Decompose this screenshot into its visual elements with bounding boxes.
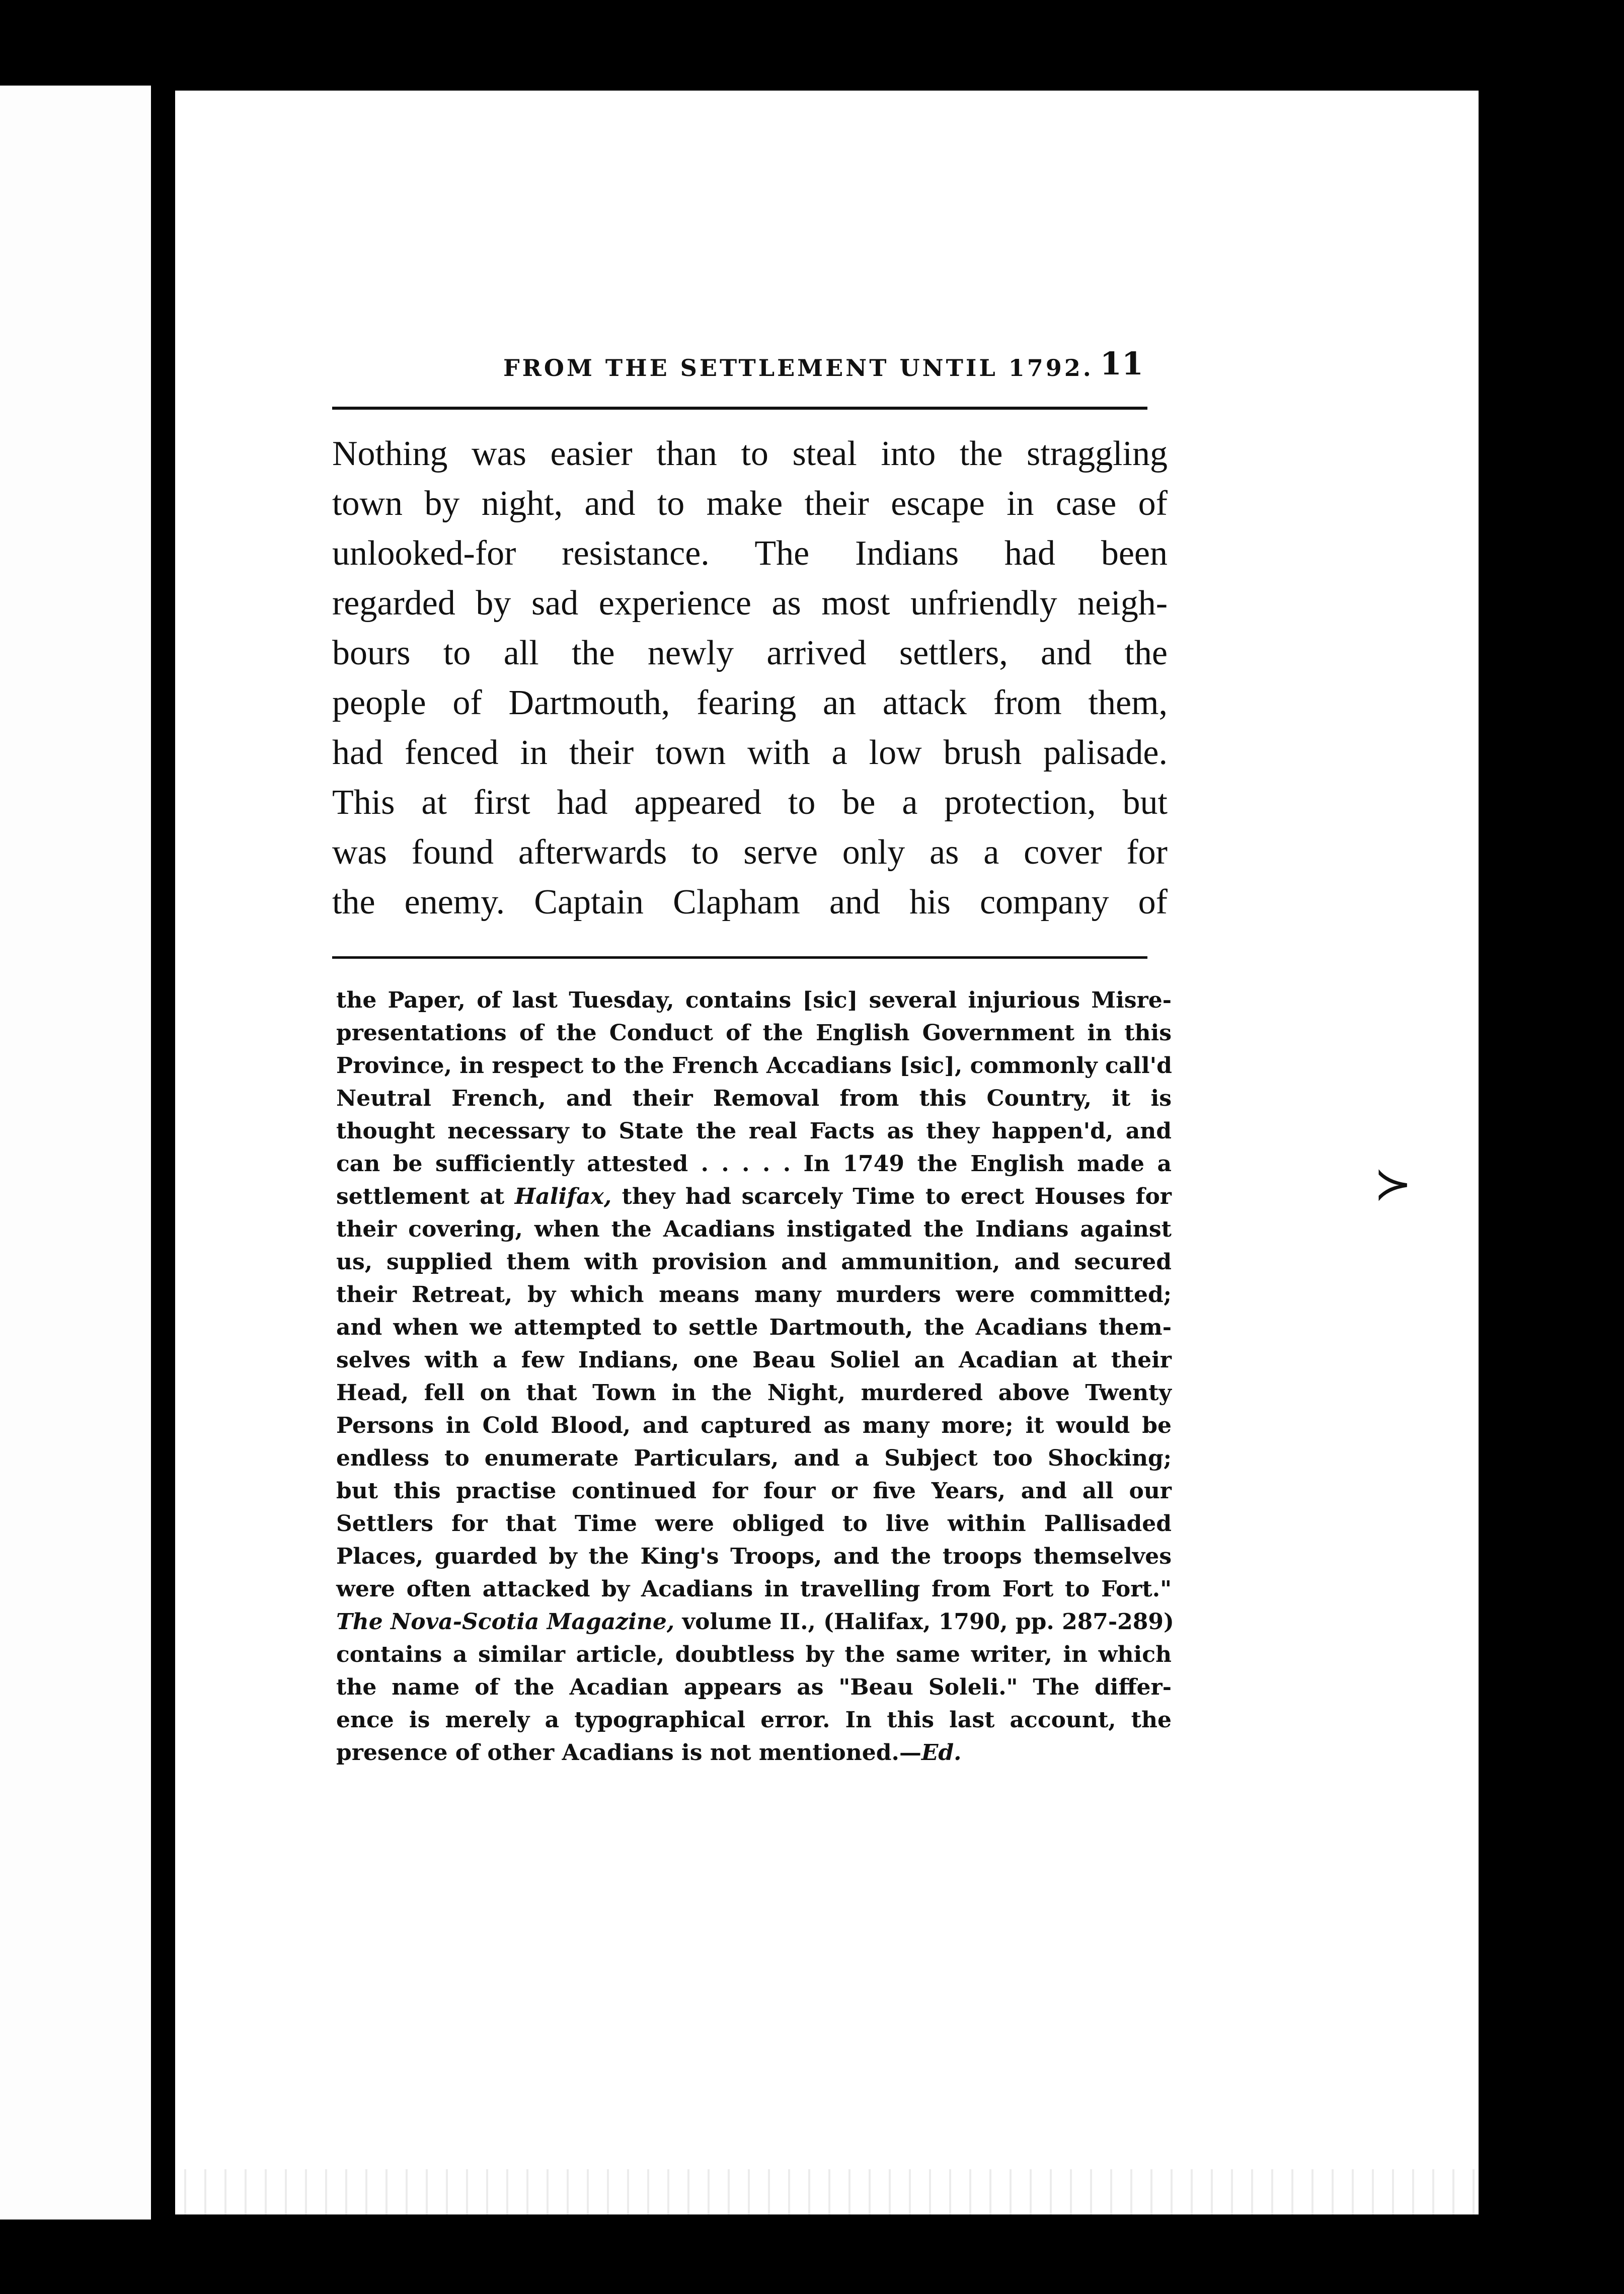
footnote-line <box>336 1605 1172 1638</box>
footnote-text: settlement at <box>336 1184 515 1209</box>
footnote-line: Province, in respect to the French Accadians [sic], commonly call'd <box>336 1053 1172 1079</box>
body-line: This at first had appeared to be a protection, but <box>332 783 1168 822</box>
footnote-line: Settlers for that Time were obliged to live within Pallisaded <box>336 1511 1172 1537</box>
running-head: FROM THE SETTLEMENT UNTIL 1792. <box>503 354 1094 381</box>
footnote <box>336 984 1172 1769</box>
footnote-line: Places, guarded by the King's Troops, and the troops themselves <box>336 1544 1172 1569</box>
footnote-text: presence of other Acadians is not mentioned.— <box>336 1740 921 1766</box>
footnote-line: Head, fell on that Town in the Night, murdered above Twenty <box>336 1380 1172 1406</box>
page-bottom-speckle <box>175 2169 1479 2214</box>
footnote-line: Persons in Cold Blood, and captured as many more; it would be <box>336 1413 1172 1438</box>
footnote-line: can be sufficiently attested . . . . . In 1749 the English made a <box>336 1151 1172 1177</box>
body-line: Nothing was easier than to steal into the straggling <box>332 434 1168 473</box>
footnote-line: and when we attempted to settle Dartmouth, the Acadians them- <box>336 1315 1172 1340</box>
footnote-line: us, supplied them with provision and ammunition, and secured <box>336 1249 1172 1275</box>
page-number: 11 <box>1100 345 1143 382</box>
body-line: town by night, and to make their escape in case of <box>332 484 1168 523</box>
editor-mark: Ed. <box>921 1740 962 1766</box>
header-rule <box>332 407 1147 410</box>
footnote-line: endless to enumerate Particulars, and a Subject too Shocking; <box>336 1445 1172 1471</box>
footnote-line: thought necessary to State the real Facts as they happen'd, and <box>336 1118 1172 1144</box>
footnote-text: volume II., (Halifax, 1790, pp. 287-289) <box>674 1609 1174 1635</box>
body-line: unlooked-for resistance. The Indians had been <box>332 534 1168 573</box>
footnote-rule <box>332 956 1147 959</box>
body-text <box>332 429 1168 927</box>
footnote-line: contains a similar article, doubtless by the same writer, in which <box>336 1642 1172 1667</box>
body-line: regarded by sad experience as most unfriendly neigh- <box>332 584 1168 623</box>
footnote-italic-title: The Nova-Scotia Magazine, <box>336 1609 675 1635</box>
footnote-line <box>336 1180 1172 1213</box>
body-line: people of Dartmouth, fearing an attack from them, <box>332 683 1168 722</box>
footnote-italic-place: Halifax, <box>514 1184 612 1209</box>
body-line: had fenced in their town with a low brush palisade. <box>332 733 1168 772</box>
footnote-line: selves with a few Indians, one Beau Soliel an Acadian at their <box>336 1347 1172 1373</box>
footnote-line: ence is merely a typographical error. In this last account, the <box>336 1707 1172 1733</box>
margin-mark: ≻ <box>1374 1158 1412 1210</box>
body-line: bours to all the newly arrived settlers, and the <box>332 634 1168 672</box>
page-header <box>332 342 1147 398</box>
footnote-line: were often attacked by Acadians in travelling from Fort to Fort." <box>336 1576 1172 1602</box>
facing-page-edge <box>0 86 151 2220</box>
footnote-line: presentations of the Conduct of the English Government in this <box>336 1020 1172 1046</box>
body-line: the enemy. Captain Clapham and his company of <box>332 883 1168 922</box>
footnote-line: their Retreat, by which means many murders were committed; <box>336 1282 1172 1308</box>
footnote-text: they had scarcely Time to erect Houses for <box>611 1184 1172 1209</box>
footnote-line: the Paper, of last Tuesday, contains [sic] several injurious Misre- <box>336 987 1172 1013</box>
footnote-line: the name of the Acadian appears as "Beau Soleli." The differ- <box>336 1674 1172 1700</box>
footnote-line: their covering, when the Acadians instigated the Indians against <box>336 1216 1172 1242</box>
footnote-line: Neutral French, and their Removal from this Country, it is <box>336 1086 1172 1111</box>
footnote-line <box>336 1736 1172 1769</box>
body-line: was found afterwards to serve only as a cover for <box>332 833 1168 872</box>
footnote-line: but this practise continued for four or five Years, and all our <box>336 1478 1172 1504</box>
